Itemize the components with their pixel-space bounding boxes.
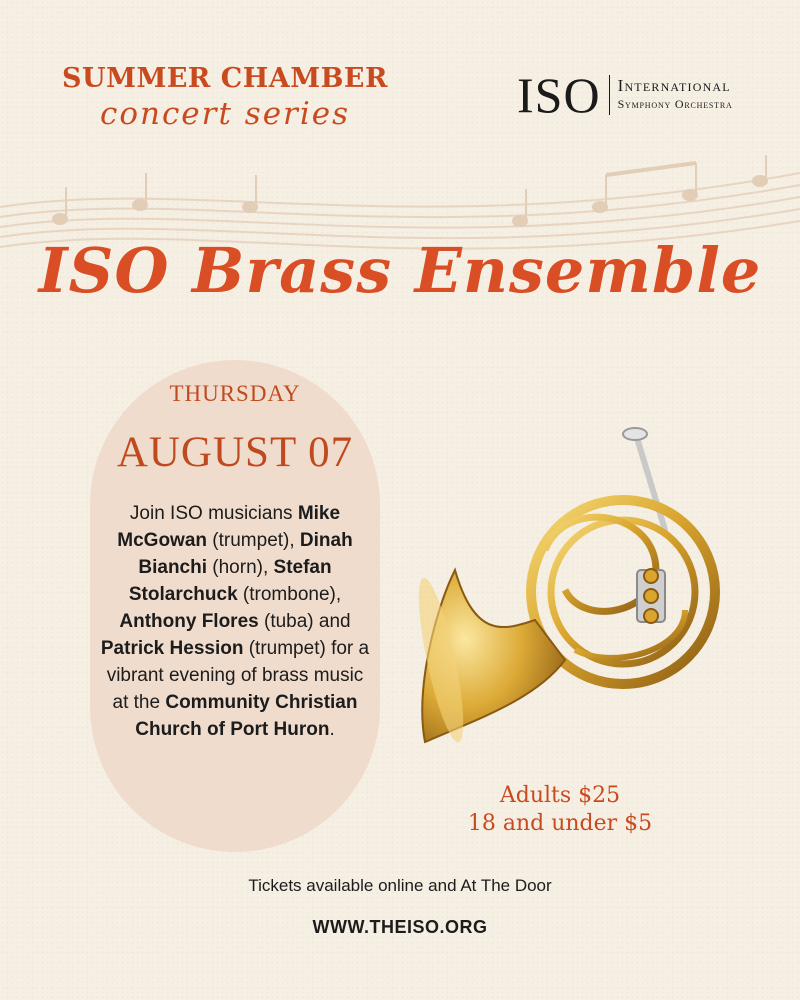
performer-role: (tuba) and	[258, 611, 351, 632]
performer-name: Stefan Stolarchuck	[128, 557, 332, 605]
performer-role: (trumpet) for a vibrant evening of brass music at the	[106, 638, 370, 713]
venue-name: Community Christian Church of Port Huron	[135, 692, 358, 740]
iso-logo	[517, 67, 733, 123]
logo-line2: Symphony Orchestra	[617, 97, 733, 111]
performer-role: (trumpet),	[207, 530, 300, 551]
performer-name: Patrick Hession	[100, 638, 244, 659]
performer-role: (trombone),	[237, 584, 342, 605]
logo-mark: ISO	[517, 67, 601, 123]
desc-intro: Join ISO musicians	[129, 503, 298, 524]
series-title-line2: concert series	[99, 96, 351, 132]
event-description	[100, 500, 370, 743]
ticket-prices	[440, 782, 680, 838]
logo-divider	[609, 75, 610, 115]
series-title	[60, 62, 390, 132]
price-adults: Adults $25	[499, 783, 621, 808]
logo-wordmark	[618, 77, 733, 113]
desc-end: .	[329, 719, 335, 740]
logo-line1: International	[617, 76, 731, 95]
french-horn-icon	[415, 420, 735, 750]
performer-name: Anthony Flores	[119, 611, 259, 632]
event-title: ISO Brass Ensemble	[38, 234, 762, 307]
ticket-info: Tickets available online and At The Door	[248, 876, 552, 895]
price-youth: 18 and under $5	[467, 811, 653, 836]
performer-role: (horn),	[207, 557, 274, 578]
event-day: THURSDAY	[169, 381, 301, 406]
series-title-line1: SUMMER CHAMBER	[62, 63, 388, 94]
event-date: AUGUST 07	[116, 429, 354, 476]
website-link[interactable]: WWW.THEISO.ORG	[312, 917, 488, 937]
performer-name: Dinah Bianchi	[138, 530, 353, 578]
performer-name: Mike McGowan	[117, 503, 341, 551]
